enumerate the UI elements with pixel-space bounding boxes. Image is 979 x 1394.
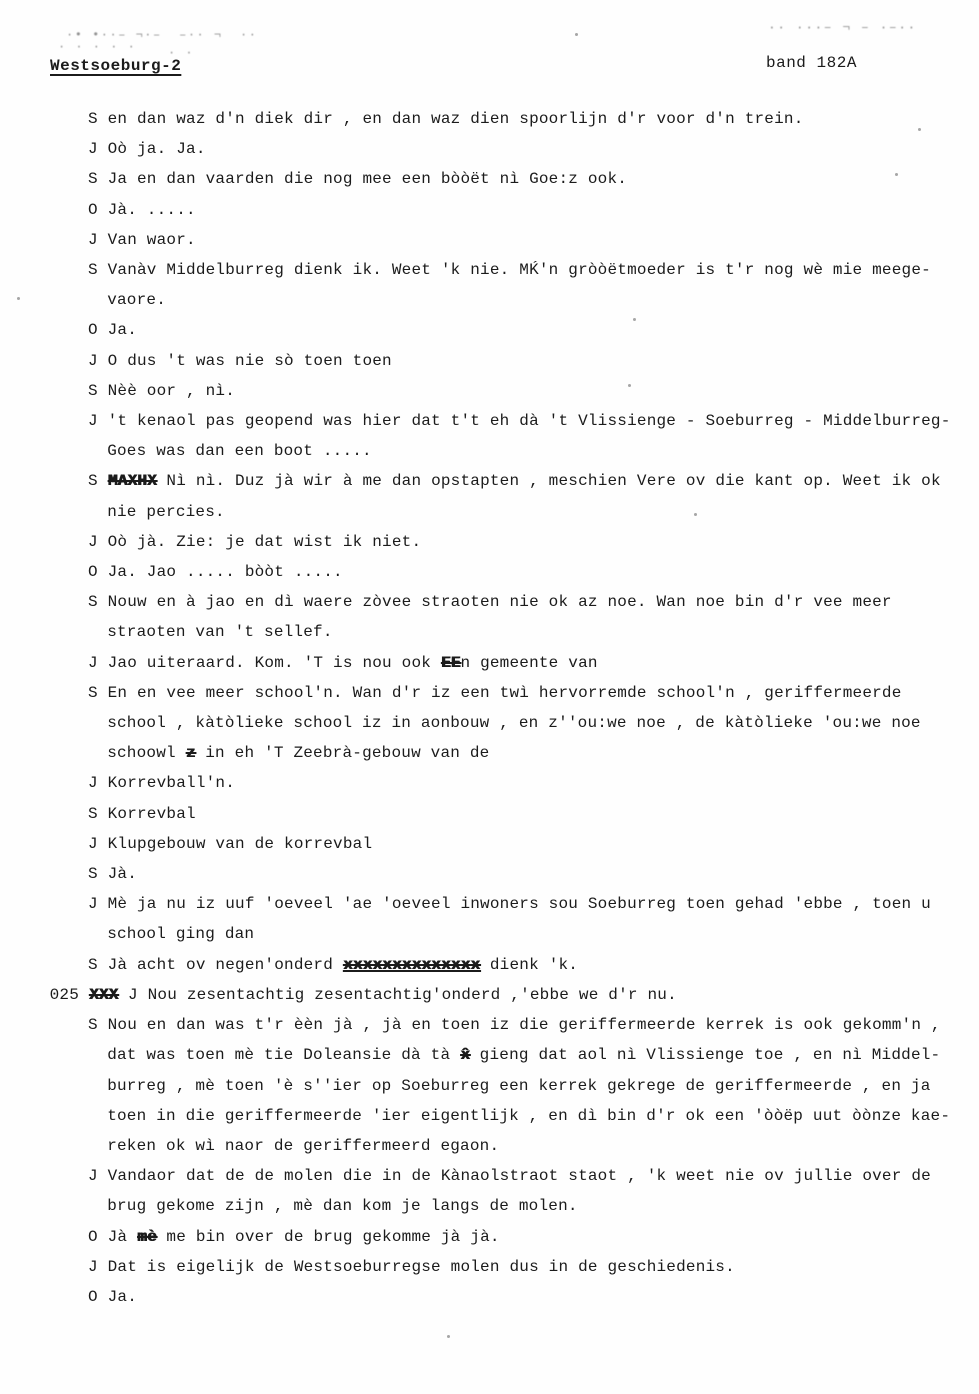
transcript-text: Nì nì. Duz jà wir à me dan opstapten , meschien Vere ov die kant op. Weet ik ok <box>156 472 941 491</box>
transcript-text: school , kàtòlieke school iz in aonbouw , en z''ou:we noe , de kàtòlieke 'ou:we noe <box>107 714 921 733</box>
transcript-line <box>0 1191 979 1221</box>
scan-smudge-top-left: ·• •··– ¬·– –·· ¬ ·· <box>66 28 258 42</box>
transcript-line <box>0 859 979 889</box>
transcript-text: J Oò ja. Ja. <box>88 140 206 159</box>
transcript-text: O Jà <box>88 1227 138 1246</box>
transcript-line <box>0 919 979 949</box>
transcript-text: J Dat is eigelijk de Westsoeburregse molen dus in de geschiedenis. <box>88 1257 735 1276</box>
transcript-line <box>0 1282 979 1312</box>
transcript-text: J Van waor. <box>88 230 196 249</box>
transcript-line <box>0 497 979 527</box>
transcript-line <box>0 587 979 617</box>
scan-speck <box>575 33 578 36</box>
transcript-text: S Nouw en à jao en dì waere zòvee straoten nie ok az noe. Wan noe bin d'r vee meer <box>88 593 892 612</box>
transcript-line <box>0 527 979 557</box>
transcript-line <box>0 557 979 587</box>
transcript-text: J Jao uiteraard. Kom. 'T is nou ook <box>88 653 441 672</box>
transcript-text: J Oò jà. Zie: je dat wist ik niet. <box>88 532 422 551</box>
transcript-line <box>0 285 979 315</box>
transcript-text: vaore. <box>107 291 167 310</box>
transcript-line <box>0 1252 979 1282</box>
transcript-line <box>0 617 979 647</box>
transcript-text: school ging dan <box>107 925 255 944</box>
transcript-line <box>0 346 979 376</box>
transcript-line <box>0 799 979 829</box>
overstruck-text: XXX <box>88 985 119 1004</box>
transcript-text: J Nou zesentachtig zesentachtig'onderd ,'ebbe we d'r nu. <box>118 985 677 1004</box>
transcript-line <box>0 829 979 859</box>
scan-speck <box>447 1335 450 1338</box>
transcript-text: Goes was dan een boot ..... <box>107 442 372 461</box>
scan-smudge-top-left-2: · · <box>168 46 195 60</box>
transcript-line <box>0 1101 979 1131</box>
overstruck-text: z <box>185 744 196 763</box>
transcript-text: J Vandaor dat de de molen die in de Kànaolstraot staot , 'k weet nie ov jullie over de <box>88 1167 931 1186</box>
transcript-text: O Ja. <box>88 1287 138 1306</box>
transcript-line <box>0 980 979 1010</box>
transcript-line <box>0 436 979 466</box>
transcript-text: S En en vee meer school'n. Wan d'r iz een twì hervorremde school'n , geriffermeerde <box>88 683 902 702</box>
transcript-text: J 't kenaol pas geopend was hier dat t't eh dà 't Vlissienge - Soeburreg - Middelburreg- <box>88 412 951 431</box>
transcript-line <box>0 1222 979 1252</box>
transcript-text: S Ja en dan vaarden die nog mee een bòòët nì Goe:z ook. <box>88 170 628 189</box>
transcript-text: me bin over de brug gekomme jà jà. <box>156 1227 500 1246</box>
transcript-line <box>0 708 979 738</box>
overstruck-text: mè <box>137 1227 157 1246</box>
transcript-line <box>0 678 979 708</box>
transcript-line <box>0 648 979 678</box>
transcript-text: S Korrevbal <box>88 804 196 823</box>
transcript-text: O Ja. Jao ..... bòòt ..... <box>88 563 343 582</box>
transcript-line <box>0 376 979 406</box>
page-title: Westsoeburg-2 <box>50 57 182 75</box>
overstruck-text: xxxxxxxxxxxxxx <box>342 955 481 974</box>
transcript-line <box>0 406 979 436</box>
transcript-line <box>0 225 979 255</box>
transcript-text: S en dan waz d'n diek dir , en dan waz dien spoorlijn d'r voor d'n trein. <box>88 110 804 128</box>
transcript-text: dienk 'k. <box>480 955 579 974</box>
transcript-line <box>0 889 979 919</box>
transcript-text: reken ok wì naor de geriffermeerd egaon. <box>107 1136 500 1155</box>
overstruck-text: x̂ <box>460 1046 470 1065</box>
transcript-text: burreg , mè toen 'è s''ier op Soeburreg een kerrek gekrege de geriffermeerde , en ja <box>107 1076 931 1095</box>
transcript-text: S Jà acht ov negen'onderd <box>88 955 343 974</box>
transcript-line <box>0 1131 979 1161</box>
scan-smudge-top-left-3: · · · · · <box>58 40 137 54</box>
transcript-line <box>0 195 979 225</box>
transcript-text: schoowl <box>107 744 186 763</box>
transcript-text: O Jà. ..... <box>88 200 196 219</box>
transcript-line <box>0 1161 979 1191</box>
transcript-text: in eh 'T Zeebrà-gebouw van de <box>195 744 490 763</box>
transcript-line <box>0 768 979 798</box>
transcript-text: dat was toen mè tie Doleansie dà tà <box>107 1046 461 1065</box>
transcript-text: S Nou en dan was t'r èèn jà , jà en toen iz die geriffermeerde kerrek is ook gekomm'n , <box>88 1016 941 1035</box>
transcript-text: brug gekome zijn , mè dan kom je langs de molen. <box>107 1197 578 1216</box>
transcript-text: S <box>88 472 108 491</box>
transcript-text: straoten van 't sellef. <box>107 623 333 642</box>
transcript-line <box>0 738 979 768</box>
transcript-line <box>0 104 979 134</box>
transcript-line <box>0 164 979 194</box>
transcript-text: toen in die geriffermeerde 'ier eigentlijk , en dì bin d'r ok een 'òòëp uut òònze kae- <box>107 1106 951 1125</box>
transcript-line <box>0 134 979 164</box>
transcript-line <box>0 950 979 980</box>
scan-smudge-top-right: ·· ···– ¬ – ·–·· <box>768 20 917 35</box>
transcript-text: J Mè ja nu iz uuf 'oeveel 'ae 'oeveel inwoners sou Soeburreg toen gehad 'ebbe , toen u <box>88 895 931 914</box>
transcript-text: J Korrevball'n. <box>88 774 236 793</box>
transcript-text: J Klupgebouw van de korrevbal <box>88 834 373 853</box>
transcript-text: 025 <box>49 985 89 1004</box>
transcript-line <box>0 466 979 496</box>
transcript-text: O Ja. <box>88 321 138 340</box>
band-label: band 182A <box>766 54 857 72</box>
transcript-line <box>0 1040 979 1070</box>
overstruck-text: EE <box>440 653 461 672</box>
transcript-text: S Nèè oor , nì. <box>88 381 236 400</box>
overstruck-text: MAXHX <box>107 472 157 491</box>
transcript <box>0 104 979 1312</box>
transcript-line <box>0 1010 979 1040</box>
transcript-text: nie percies. <box>107 502 225 521</box>
transcript-text: S Vanàv Middelburreg dienk ik. Weet 'k nie. MḰ'n gròòëtmoeder is t'r nog wè mie meege- <box>88 261 931 280</box>
transcript-text: J O dus 't was nie sò toen toen <box>88 351 392 370</box>
transcript-line <box>0 1071 979 1101</box>
transcript-line <box>0 255 979 285</box>
transcript-text: S Jà. <box>88 865 138 884</box>
transcript-line <box>0 315 979 345</box>
transcript-text: n gemeente van <box>460 653 598 672</box>
transcript-text: gieng dat aol nì Vlissienge toe , en nì Middel- <box>469 1046 941 1065</box>
